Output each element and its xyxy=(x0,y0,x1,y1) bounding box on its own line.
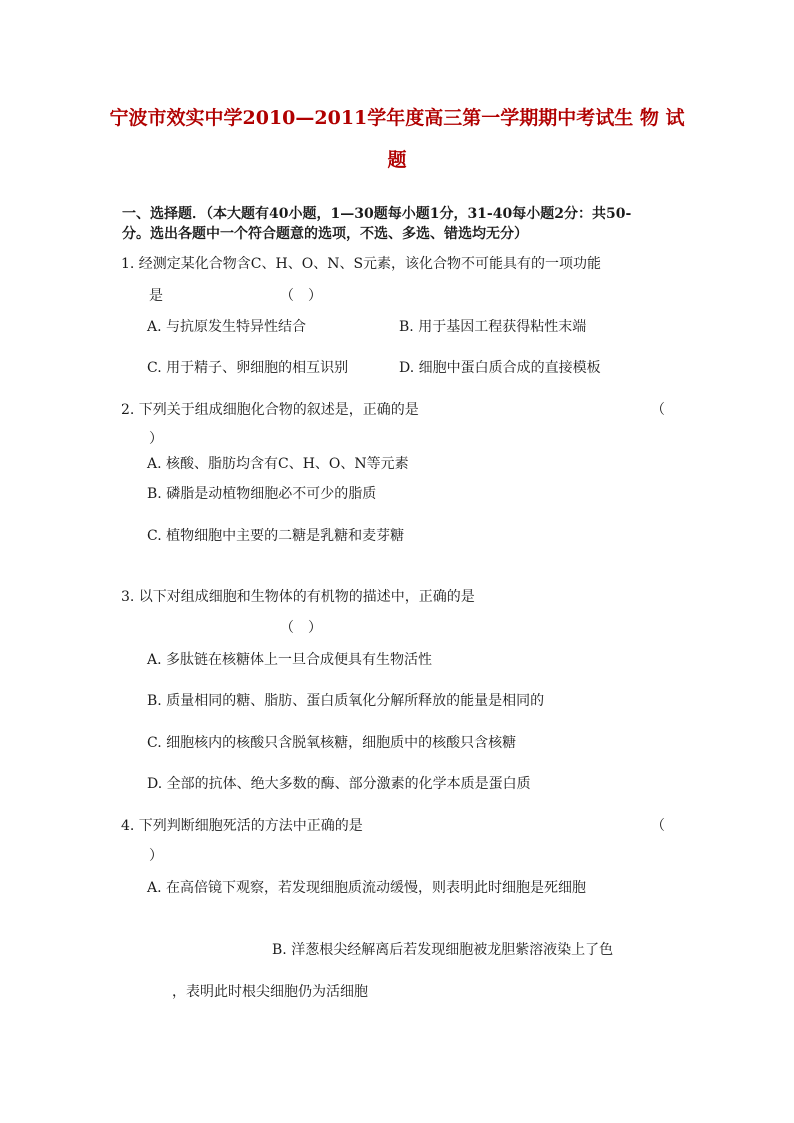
section-instruction-line2: 分。选出各题中一个符合题意的选项，不选、多选、错选均无分） xyxy=(122,226,528,242)
question-1-option-d: D. 细胞中蛋白质合成的直接模板 xyxy=(399,360,601,376)
question-4-paren-open: （ xyxy=(651,818,665,834)
question-1-option-a: A. 与抗原发生特异性结合 xyxy=(147,319,307,335)
question-3-stem: 3. 以下对组成细胞和生物体的有机物的描述中，正确的是 xyxy=(121,589,475,605)
section-instruction-line1: 一、选择题．（本大题有40小题，1—30题每小题1分，31-40每小题2分：共50- xyxy=(122,206,632,222)
question-3-option-b: B. 质量相同的糖、脂肪、蛋白质氧化分解所释放的能量是相同的 xyxy=(147,693,545,709)
question-4-option-b-cont: ，表明此时根尖细胞仍为活细胞 xyxy=(172,984,368,1000)
question-4-option-a: A. 在高倍镜下观察，若发现细胞质流动缓慢，则表明此时细胞是死细胞 xyxy=(147,880,587,896)
question-2-paren-close: ） xyxy=(149,431,163,447)
exam-title-line1: 宁波市效实中学2010—2011学年度高三第一学期期中考试生 物 试 xyxy=(109,107,685,129)
question-2-paren-open: （ xyxy=(651,402,665,418)
question-4-stem: 4. 下列判断细胞死活的方法中正确的是 xyxy=(121,818,363,834)
question-1-stem: 1. 经测定某化合物含C、H、O、N、S元素，该化合物不可能具有的一项功能 xyxy=(121,256,602,272)
question-1-answer-paren: （ ） xyxy=(280,288,322,304)
question-2-option-b: B. 磷脂是动植物细胞必不可少的脂质 xyxy=(147,486,377,502)
exam-title-line2: 题 xyxy=(387,149,407,171)
question-2-option-a: A. 核酸、脂肪均含有C、H、O、N等元素 xyxy=(147,456,409,472)
question-1-option-b: B. 用于基因工程获得粘性末端 xyxy=(399,319,587,335)
question-2-stem: 2. 下列关于组成细胞化合物的叙述是，正确的是 xyxy=(121,402,419,418)
question-3-option-a: A. 多肽链在核糖体上一旦合成便具有生物活性 xyxy=(147,652,433,668)
question-1-option-c: C. 用于精子、卵细胞的相互识别 xyxy=(147,360,349,376)
question-4-paren-close: ） xyxy=(149,848,163,864)
question-3-option-d: D. 全部的抗体、绝大多数的酶、部分激素的化学本质是蛋白质 xyxy=(147,776,531,792)
question-3-option-c: C. 细胞核内的核酸只含脱氧核糖，细胞质中的核酸只含核糖 xyxy=(147,735,517,751)
question-2-option-c: C. 植物细胞中主要的二糖是乳糖和麦芽糖 xyxy=(147,528,405,544)
question-3-answer-paren: （ ） xyxy=(280,620,322,636)
question-1-stem-cont: 是 xyxy=(149,288,163,304)
question-4-option-b: B. 洋葱根尖经解离后若发现细胞被龙胆紫溶液染上了色 xyxy=(272,942,614,958)
